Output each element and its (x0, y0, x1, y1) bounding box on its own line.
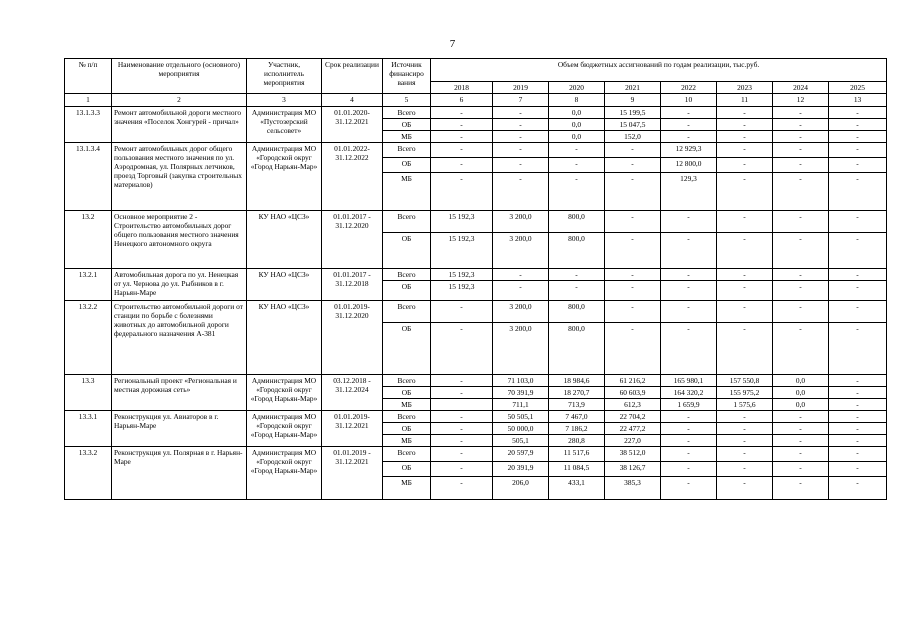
row-participant: Администрация МО «Городской округ «Город Нарьян-Мар» (247, 143, 322, 211)
header-source: Источник финансиро вания (383, 59, 431, 94)
row-source: ОБ (383, 387, 431, 399)
row-source: МБ (383, 399, 431, 411)
row-value: - (431, 411, 493, 423)
row-value: 0,0 (773, 375, 829, 387)
header-index-row (65, 94, 887, 107)
table-row (65, 107, 887, 119)
row-name: Реконструкция ул. Авиаторов в г. Нарьян-Маре (112, 411, 247, 447)
row-value: 206,0 (493, 477, 549, 500)
row-value: - (717, 158, 773, 173)
row-value: - (829, 477, 887, 500)
row-value: 155 975,2 (717, 387, 773, 399)
row-value: 20 597,9 (493, 447, 549, 462)
row-term: 01.01.2019-31.12.2020 (322, 301, 383, 375)
row-value: 0,0 (773, 399, 829, 411)
row-source: МБ (383, 477, 431, 500)
row-value: - (431, 173, 493, 211)
row-name: Реконструкция ул. Полярная в г. Нарьян-Маре (112, 447, 247, 500)
row-value: - (493, 269, 549, 281)
header-volume: Объем бюджетных ассигнований по годам реализации, тыс.руб. (431, 59, 887, 82)
row-value: - (773, 143, 829, 158)
row-source: ОБ (383, 158, 431, 173)
column-index: 11 (717, 94, 773, 107)
row-value: - (605, 323, 661, 375)
row-value: 3 200,0 (493, 301, 549, 323)
row-value: - (661, 211, 717, 233)
row-term: 01.01.2017 - 31.12.2018 (322, 269, 383, 301)
row-source: Всего (383, 211, 431, 233)
row-value: 12 929,3 (661, 143, 717, 158)
row-value: 280,8 (549, 435, 605, 447)
row-source: МБ (383, 173, 431, 211)
row-term: 01.01.2019 - 31.12.2021 (322, 447, 383, 500)
row-value: - (717, 173, 773, 211)
row-value: - (773, 158, 829, 173)
row-value: - (773, 435, 829, 447)
column-index: 12 (773, 94, 829, 107)
row-value: - (605, 158, 661, 173)
header-year: 2019 (493, 82, 549, 94)
row-value: - (431, 477, 493, 500)
row-value: 11 084,5 (549, 462, 605, 477)
row-value: 22 477,2 (605, 423, 661, 435)
header-year: 2021 (605, 82, 661, 94)
row-number: 13.2.2 (65, 301, 112, 375)
row-value: - (829, 281, 887, 301)
header-name: Наименование отдельного (основного) мероприятия (112, 59, 247, 94)
row-value: 713,9 (549, 399, 605, 411)
table-row (65, 301, 887, 323)
row-value: 15 192,3 (431, 233, 493, 269)
row-source: ОБ (383, 423, 431, 435)
row-value: - (773, 107, 829, 119)
row-value: 15 047,5 (605, 119, 661, 131)
row-value: - (829, 462, 887, 477)
row-participant: Администрация МО «Городской округ «Город Нарьян-Мар» (247, 411, 322, 447)
row-value: - (829, 423, 887, 435)
row-value: - (773, 301, 829, 323)
row-value: - (661, 447, 717, 462)
row-value: 800,0 (549, 301, 605, 323)
row-value: - (431, 143, 493, 158)
header-year: 2023 (717, 82, 773, 94)
row-value: 165 980,1 (661, 375, 717, 387)
row-value: - (773, 233, 829, 269)
row-value: - (829, 269, 887, 281)
row-value: - (717, 323, 773, 375)
row-value: - (829, 435, 887, 447)
row-value: - (717, 435, 773, 447)
row-source: МБ (383, 131, 431, 143)
row-value: - (493, 158, 549, 173)
row-source: МБ (383, 435, 431, 447)
row-value: 15 199,5 (605, 107, 661, 119)
row-value: - (829, 119, 887, 131)
row-value: - (829, 107, 887, 119)
row-name: Ремонт автомобильных дорог общего пользования местного значения по ул. Аэродромная, ул. Полярных летчиков, проезд Торговый (закупка строительных материалов) (112, 143, 247, 211)
row-value: - (605, 301, 661, 323)
table-row (65, 211, 887, 233)
row-value (431, 399, 493, 411)
row-number: 13.3 (65, 375, 112, 411)
row-value: - (773, 323, 829, 375)
row-value: 7 186,2 (549, 423, 605, 435)
row-value: - (717, 301, 773, 323)
row-value: - (829, 447, 887, 462)
row-value: 612,3 (605, 399, 661, 411)
row-term: 03.12.2018 - 31.12.2024 (322, 375, 383, 411)
row-value: - (661, 462, 717, 477)
row-value: 3 200,0 (493, 233, 549, 269)
column-index: 6 (431, 94, 493, 107)
row-value: - (661, 323, 717, 375)
row-value: 71 103,0 (493, 375, 549, 387)
row-value: - (493, 281, 549, 301)
table-row (65, 143, 887, 158)
row-value: - (829, 211, 887, 233)
row-value: 800,0 (549, 211, 605, 233)
row-value: 15 192,3 (431, 211, 493, 233)
table-body (65, 107, 887, 500)
row-value: 3 200,0 (493, 323, 549, 375)
row-value: - (493, 131, 549, 143)
row-value: - (773, 447, 829, 462)
row-value: - (661, 131, 717, 143)
row-number: 13.1.3.3 (65, 107, 112, 143)
row-term: 01.01.2017 - 31.12.2020 (322, 211, 383, 269)
row-value: 800,0 (549, 233, 605, 269)
row-value: - (829, 233, 887, 269)
row-value: - (431, 119, 493, 131)
row-value: 0,0 (773, 387, 829, 399)
row-value: - (829, 131, 887, 143)
row-value: - (829, 399, 887, 411)
column-index: 13 (829, 94, 887, 107)
row-source: ОБ (383, 323, 431, 375)
header-year: 2020 (549, 82, 605, 94)
row-participant: Администрация МО «Городской округ «Город Нарьян-Мар» (247, 447, 322, 500)
row-value: 157 550,8 (717, 375, 773, 387)
row-value: - (549, 173, 605, 211)
row-value: 0,0 (549, 119, 605, 131)
row-value: - (431, 107, 493, 119)
row-source: ОБ (383, 119, 431, 131)
row-value: - (717, 119, 773, 131)
row-value: 11 517,6 (549, 447, 605, 462)
row-term: 01.01.2019-31.12.2021 (322, 411, 383, 447)
row-value: - (717, 477, 773, 500)
row-value: - (431, 435, 493, 447)
row-name: Строительство автомобильной дороги от станции по борьбе с болезнями животных до автомобильной дороги федерального назначения А-381 (112, 301, 247, 375)
row-value: - (717, 131, 773, 143)
row-value: - (773, 477, 829, 500)
table-row (65, 411, 887, 423)
row-participant: КУ НАО «ЦСЗ» (247, 301, 322, 375)
column-index: 7 (493, 94, 549, 107)
row-number: 13.3.1 (65, 411, 112, 447)
page-number: 7 (449, 38, 456, 50)
row-value: - (661, 269, 717, 281)
row-source: Всего (383, 447, 431, 462)
row-value: - (717, 411, 773, 423)
row-value: 152,0 (605, 131, 661, 143)
column-index: 9 (605, 94, 661, 107)
row-source: Всего (383, 269, 431, 281)
row-value: 0,0 (549, 107, 605, 119)
row-value: - (431, 387, 493, 399)
row-value: 1 659,9 (661, 399, 717, 411)
header-num: № п/п (65, 59, 112, 94)
row-value: - (661, 301, 717, 323)
row-value: 0,0 (549, 131, 605, 143)
row-value: - (661, 281, 717, 301)
row-value: - (717, 269, 773, 281)
row-value: 15 192,3 (431, 269, 493, 281)
row-value: - (605, 211, 661, 233)
row-value: - (829, 143, 887, 158)
column-index: 2 (112, 94, 247, 107)
row-value: - (773, 131, 829, 143)
row-value: - (829, 158, 887, 173)
header-year: 2025 (829, 82, 887, 94)
row-value: - (493, 119, 549, 131)
row-value: - (431, 158, 493, 173)
row-value: - (829, 387, 887, 399)
row-value: - (549, 281, 605, 301)
row-value: 385,3 (605, 477, 661, 500)
row-value: - (829, 375, 887, 387)
row-value: 7 467,0 (549, 411, 605, 423)
row-value: 18 270,7 (549, 387, 605, 399)
column-index: 5 (383, 94, 431, 107)
row-value: - (431, 447, 493, 462)
header-year: 2022 (661, 82, 717, 94)
row-value: 50 000,0 (493, 423, 549, 435)
row-value: - (773, 411, 829, 423)
row-source: ОБ (383, 281, 431, 301)
row-value: - (605, 233, 661, 269)
row-value: - (773, 211, 829, 233)
row-value: 50 505,1 (493, 411, 549, 423)
row-source: Всего (383, 107, 431, 119)
row-value: 711,1 (493, 399, 549, 411)
row-value: 18 984,6 (549, 375, 605, 387)
row-participant: КУ НАО «ЦСЗ» (247, 269, 322, 301)
column-index: 8 (549, 94, 605, 107)
row-value: 164 320,2 (661, 387, 717, 399)
row-value: - (661, 119, 717, 131)
row-value: - (549, 269, 605, 281)
table-row (65, 447, 887, 462)
row-value: - (717, 281, 773, 301)
row-participant: КУ НАО «ЦСЗ» (247, 211, 322, 269)
row-value: - (431, 131, 493, 143)
row-value: - (549, 158, 605, 173)
row-value: 20 391,9 (493, 462, 549, 477)
budget-table (64, 58, 887, 500)
header-year: 2018 (431, 82, 493, 94)
row-value: 61 216,2 (605, 375, 661, 387)
row-number: 13.3.2 (65, 447, 112, 500)
row-value: - (829, 301, 887, 323)
row-value: 800,0 (549, 323, 605, 375)
row-value: - (493, 173, 549, 211)
row-value: - (605, 173, 661, 211)
row-value: 38 512,0 (605, 447, 661, 462)
row-source: ОБ (383, 233, 431, 269)
table-row (65, 269, 887, 281)
row-term: 01.01.2022-31.12.2022 (322, 143, 383, 211)
row-value: 1 575,6 (717, 399, 773, 411)
row-term: 01.01.2020-31.12.2021 (322, 107, 383, 143)
row-source: ОБ (383, 462, 431, 477)
row-source: Всего (383, 411, 431, 423)
row-value: - (829, 411, 887, 423)
row-value: - (717, 233, 773, 269)
header-participant: Участник, исполнитель мероприятия (247, 59, 322, 94)
row-number: 13.2 (65, 211, 112, 269)
row-value: - (431, 323, 493, 375)
row-value: - (493, 107, 549, 119)
row-value: 3 200,0 (493, 211, 549, 233)
row-value: 70 391,9 (493, 387, 549, 399)
row-participant: Администрация МО «Городской округ «Город Нарьян-Мар» (247, 375, 322, 411)
row-value: - (773, 423, 829, 435)
row-value: 15 192,3 (431, 281, 493, 301)
table-row (65, 375, 887, 387)
row-value: - (829, 173, 887, 211)
row-value: - (661, 107, 717, 119)
column-index: 4 (322, 94, 383, 107)
row-value: - (661, 435, 717, 447)
row-value: - (717, 447, 773, 462)
row-value: - (605, 281, 661, 301)
row-name: Региональный проект «Региональная и местная дорожная сеть» (112, 375, 247, 411)
row-value: - (717, 143, 773, 158)
header-year: 2024 (773, 82, 829, 94)
header-term: Срок реализации (322, 59, 383, 94)
row-value: - (661, 477, 717, 500)
row-value: - (717, 462, 773, 477)
row-name: Автомобильная дорога по ул. Ненецкая от ул. Чернова до ул. Рыбников в г. Нарьян-Маре (112, 269, 247, 301)
row-number: 13.1.3.4 (65, 143, 112, 211)
row-value: - (661, 233, 717, 269)
row-value: - (773, 173, 829, 211)
row-value: - (549, 143, 605, 158)
row-value: - (717, 211, 773, 233)
row-value: - (493, 143, 549, 158)
row-value: - (661, 423, 717, 435)
row-value: 129,3 (661, 173, 717, 211)
row-name: Основное мероприятие 2 - Строительство автомобильных дорог общего пользования местного значения Ненецкого автономного округа (112, 211, 247, 269)
row-value: - (829, 323, 887, 375)
row-value: 22 704,2 (605, 411, 661, 423)
row-value: - (717, 423, 773, 435)
row-value: - (773, 119, 829, 131)
column-index: 10 (661, 94, 717, 107)
row-value: - (431, 423, 493, 435)
row-value: 505,1 (493, 435, 549, 447)
row-value: - (605, 269, 661, 281)
column-index: 3 (247, 94, 322, 107)
row-value: - (431, 462, 493, 477)
column-index: 1 (65, 94, 112, 107)
row-value: - (431, 301, 493, 323)
row-value: - (605, 143, 661, 158)
row-value: - (773, 281, 829, 301)
row-value: 227,0 (605, 435, 661, 447)
row-value: - (717, 107, 773, 119)
row-participant: Администрация МО «Пустозерский сельсовет» (247, 107, 322, 143)
row-value: 433,1 (549, 477, 605, 500)
row-value: - (431, 375, 493, 387)
row-value: 12 800,0 (661, 158, 717, 173)
row-value: - (661, 411, 717, 423)
row-source: Всего (383, 375, 431, 387)
row-name: Ремонт автомобильной дороги местного значения «Поселок Хонгурей - причал» (112, 107, 247, 143)
row-value: 38 126,7 (605, 462, 661, 477)
row-value: - (773, 462, 829, 477)
row-source: Всего (383, 301, 431, 323)
row-source: Всего (383, 143, 431, 158)
row-value: - (773, 269, 829, 281)
row-value: 60 603,9 (605, 387, 661, 399)
row-number: 13.2.1 (65, 269, 112, 301)
